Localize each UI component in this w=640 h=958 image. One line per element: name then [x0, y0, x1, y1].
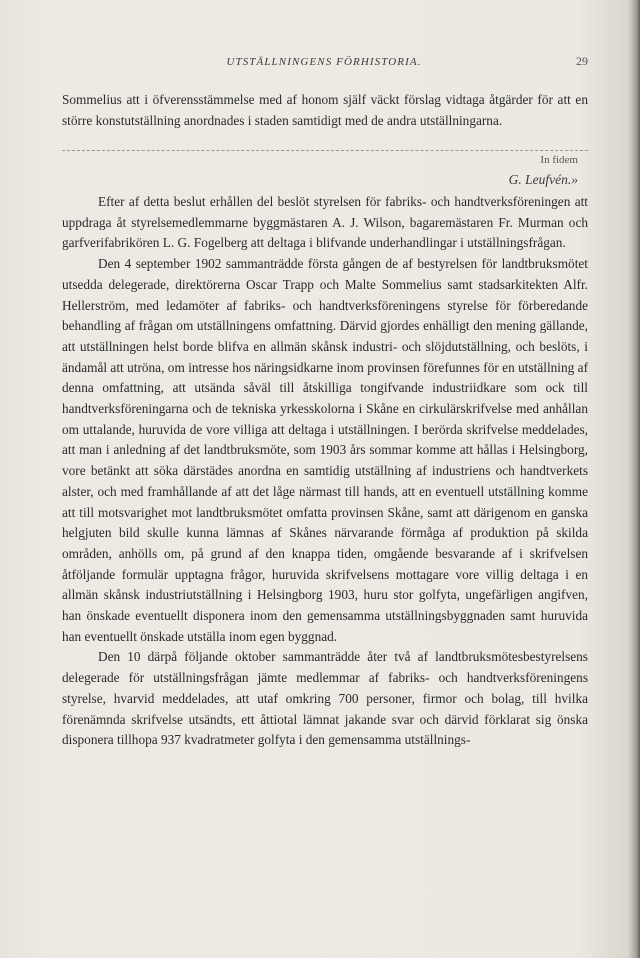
paragraph: Efter af detta beslut erhållen del beslöt styrelsen för fabriks- och handtverksföreningen att uppdraga åt styrelsemedlemmarne byggmästaren A. J. Wilson, bagaremästaren Fr. Murman och garfverifabrikören L. G. Fogelberg att deltaga i blifvande underhandlingar i utställningsfrågan.	[62, 194, 588, 251]
paragraph: Den 10 därpå följande oktober sammanträdde åter två af landtbruksmötesbestyrelsens delegerade för utställningsfrågan jämte medlemmar af fabriks- och handtverksföreningens styrelse, hvarvid meddelades, att utaf omkring 700 personer, firmor och bolag, till hvilka förenämnda skrifvelse utsändts, ett åttiotal lämnat jakande svar och därvid förklarat sig önska disponera tillhopa 937 kvadratmeter golfyta i den gemensamma utställnings-	[62, 649, 588, 748]
signature-intro: In fidem	[540, 154, 578, 166]
dashed-separator	[62, 150, 588, 151]
signature: G. Leufvén.»	[508, 172, 578, 187]
page-number: 29	[576, 54, 588, 68]
paragraph: Den 4 september 1902 sammanträdde första gången de af bestyrelsen för landtbruksmötet utsedda delegerade, direktörerna Oscar Trapp och Malte Sommelius samt stadsarkitekten Alfr. Hellerström, med ledamöter af fabriks- och handtverksföreningens styrelse för förberedande behandling af frågan om utställningens omfattning. Därvid gjordes enhälligt den mening gällande, att utställningen helst borde blifva en allmän skånsk industri- och slöjdutställning, och beslöts, i ändamål att utröna, om intresse hos näringsidkarne inom provinsen förefunnes för en utställning af denna omfattning, att utsända såväl till åtskilliga tongifvande industriidkare som ock till handtverksföreningarna och de tekniska yrkesskolorna i Skåne en cirkulärskrifvelse med anhållan om uttalande, huruvida de vore villiga att deltaga i utställningen. I berörda skrifvelse meddelades, att man i anledning af det landtbruksmöte, som 1903 års sommar komme att hållas i Helsingborg, vore betänkt att söka därstädes anordna en samtidig utställning af industriens och handtverkets alster, och med framhållande af att det låge närmast till hands, att en eventuell utställning komme att till motsvarighet mot landtbruksmötet omfatta provinsen Skåne, samt att därigenom en ganska helgjuten bild skulle kunna lämnas af Skånes närvarande förmåga af produktion på skilda områden, anhölls om, på grund af den knappa tiden, omgående besvarande af i skrifvelsen åtföljande formulär upptagna frågor, huruvida skrifvelsens mottagare vore villig deltaga i en allmän skånsk industriutställning i Helsingborg 1903, huru stor golfyta, ungefärligen angifven, han önskade eventuellt disponera inom den gemensamma utställningsbyggnaden samt huruvida han eventuellt önskade utställa inom egen byggnad.	[62, 256, 588, 644]
page-edge-shadow	[628, 0, 640, 958]
header-title: UTSTÄLLNINGENS FÖRHISTORIA.	[226, 56, 422, 68]
main-text	[62, 192, 588, 751]
running-header	[60, 50, 588, 70]
top-paragraph: Sommelius att i öfverensstämmelse med af honom själf väckt förslag vidtaga åtgärder för att en större konstutställning anordnades i staden samtidigt med de andra utställningarna.	[62, 92, 588, 128]
continued-paragraph	[62, 90, 588, 131]
